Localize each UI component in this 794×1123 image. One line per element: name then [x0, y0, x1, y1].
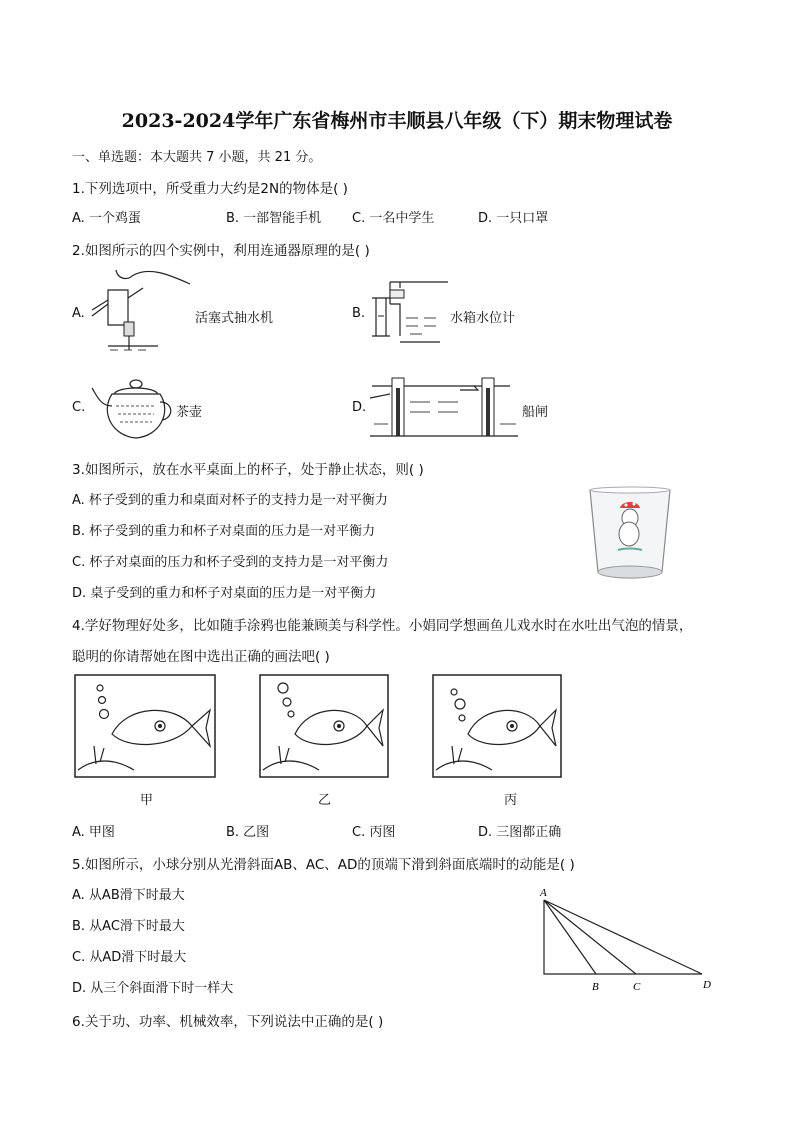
piston-pump-figure	[88, 270, 198, 356]
q6-stem: 6.关于功、功率、机械效率，下列说法中正确的是( )	[72, 1014, 384, 1030]
point-d-label: D	[703, 979, 711, 991]
q5-option-d[interactable]: D. 从三个斜面滑下时一样大	[72, 981, 234, 996]
q2-caption-b: 水箱水位计	[450, 311, 516, 326]
q4-option-d[interactable]: D. 三图都正确	[478, 825, 562, 840]
water-tank-gauge-figure	[370, 278, 450, 350]
q3-option-a[interactable]: A. 杯子受到的重力和桌面对杯子的支持力是一对平衡力	[72, 493, 388, 508]
fish-figure-bing	[432, 674, 562, 778]
q1-option-b[interactable]: B. 一部智能手机	[226, 211, 322, 226]
q4-option-b[interactable]: B. 乙图	[226, 825, 270, 840]
q1-option-a[interactable]: A. 一个鸡蛋	[72, 211, 141, 226]
q1-option-d[interactable]: D. 一只口罩	[478, 211, 549, 226]
q2-caption-c: 茶壶	[176, 405, 203, 420]
ship-lock-figure	[370, 374, 520, 440]
q5-option-c[interactable]: C. 从AD滑下时最大	[72, 950, 187, 965]
section-heading: 一、单选题：本大题共 7 小题，共 21 分。	[72, 150, 322, 165]
q2-letter-c[interactable]: C.	[72, 400, 86, 415]
q3-option-b[interactable]: B. 杯子受到的重力和杯子对桌面的压力是一对平衡力	[72, 524, 376, 539]
fish-figure-jia	[74, 674, 216, 778]
q2-letter-d[interactable]: D.	[352, 400, 367, 415]
q3-option-c[interactable]: C. 杯子对桌面的压力和杯子受到的支持力是一对平衡力	[72, 555, 389, 570]
page-title: 2023-2024学年广东省梅州市丰顺县八年级（下）期末物理试卷	[121, 110, 673, 132]
q4-option-a[interactable]: A. 甲图	[72, 825, 115, 840]
point-a-label: A	[540, 887, 547, 899]
q5-option-b[interactable]: B. 从AC滑下时最大	[72, 919, 185, 934]
glass-cup-image	[588, 486, 672, 582]
q2-letter-b[interactable]: B.	[352, 306, 366, 321]
q5-stem: 5.如图所示，小球分别从光滑斜面AB、AC、AD的顶端下滑到斜面底端时的动能是( )	[72, 857, 575, 873]
q2-letter-a[interactable]: A.	[72, 306, 85, 321]
q4-stem-line1: 4.学好物理好处多，比如随手涂鸦也能兼顾美与科学性。小娟同学想画鱼儿戏水时在水吐出气泡的情景，	[72, 618, 693, 634]
q3-stem: 3.如图所示，放在水平桌面上的杯子，处于静止状态，则( )	[72, 462, 424, 478]
q2-caption-a: 活塞式抽水机	[195, 311, 274, 326]
q1-stem: 1.下列选项中，所受重力大约是2N的物体是( )	[72, 181, 348, 197]
teapot-figure	[90, 372, 182, 442]
q2-caption-d: 船闸	[522, 405, 549, 420]
q3-option-d[interactable]: D. 桌子受到的重力和杯子对桌面的压力是一对平衡力	[72, 586, 377, 601]
q5-option-a[interactable]: A. 从AB滑下时最大	[72, 888, 185, 903]
q4-figure-label-yi: 乙	[318, 793, 332, 808]
q4-figure-label-bing: 丙	[504, 793, 518, 808]
q2-stem: 2.如图所示的四个实例中，利用连通器原理的是( )	[72, 243, 370, 259]
q4-stem-line2: 聪明的你请帮她在图中选出正确的画法吧( )	[72, 649, 330, 665]
q4-option-c[interactable]: C. 丙图	[352, 825, 396, 840]
point-c-label: C	[633, 981, 641, 993]
fish-figure-yi	[259, 674, 389, 778]
incline-planes-diagram	[536, 884, 716, 994]
point-b-label: B	[592, 981, 599, 993]
q4-figure-label-jia: 甲	[140, 793, 154, 808]
q1-option-c[interactable]: C. 一名中学生	[352, 211, 435, 226]
